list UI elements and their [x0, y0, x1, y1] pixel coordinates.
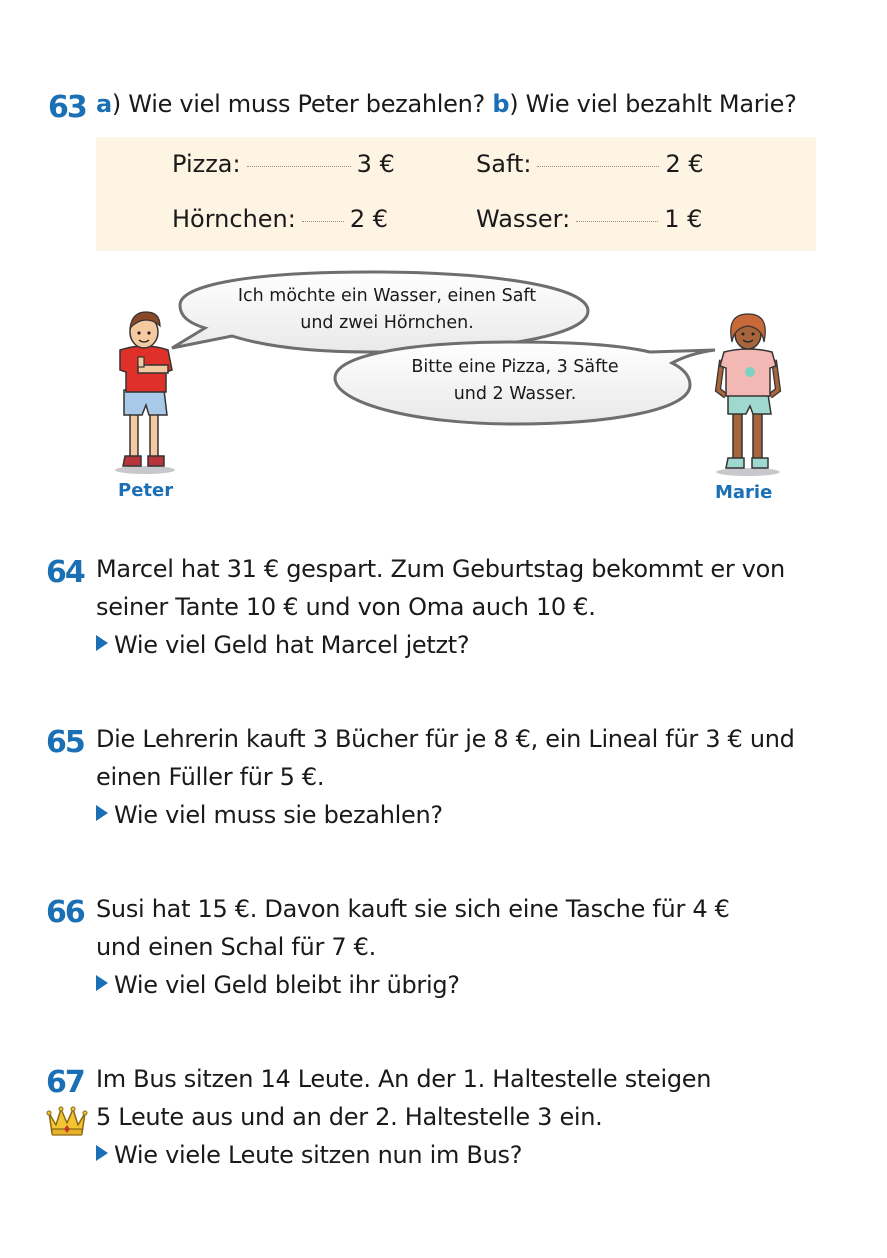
triangle-bullet-icon	[96, 1145, 108, 1161]
question-text: Wie viel muss sie bezahlen?	[114, 801, 443, 829]
task-66-line-2: und einen Schal für 7 €.	[96, 933, 376, 961]
price-value: 2 €	[349, 205, 389, 233]
task-67-line-2: 5 Leute aus und an der 2. Haltestelle 3 ein.	[96, 1103, 603, 1131]
task-64-line-1: Marcel hat 31 € gespart. Zum Geburtstag bekommt er von	[96, 555, 785, 583]
price-item: Saft:	[476, 150, 532, 178]
peter-illustration	[108, 310, 183, 475]
task-64-question	[96, 627, 469, 664]
bubble-line: Ich möchte ein Wasser, einen Saft	[237, 286, 537, 306]
part-a-label: a	[96, 90, 112, 118]
price-item: Wasser:	[476, 205, 571, 233]
triangle-bullet-icon	[96, 805, 108, 821]
character-name-marie: Marie	[715, 482, 773, 503]
price-value: 3 €	[356, 150, 395, 178]
task-65-line-2: einen Füller für 5 €.	[96, 763, 325, 791]
speech-bubble-peter-text	[222, 283, 552, 337]
price-value: 2 €	[665, 150, 704, 178]
question-text: Wie viele Leute sitzen nun im Bus?	[114, 1141, 523, 1169]
part-b-text: ) Wie viel bezahlt Marie?	[509, 90, 797, 118]
task-number: 67	[46, 1065, 84, 1100]
task-67-line-1: Im Bus sitzen 14 Leute. An der 1. Haltestelle steigen	[96, 1065, 712, 1093]
bubble-line: und 2 Wasser.	[453, 384, 577, 404]
task-number: 63	[48, 90, 86, 125]
task-number: 65	[46, 725, 84, 760]
task-66-question	[96, 967, 460, 1004]
marie-illustration	[708, 312, 788, 477]
price-item: Hörnchen:	[172, 205, 296, 233]
part-a-text: ) Wie viel muss Peter bezahlen?	[111, 90, 493, 118]
task-number: 64	[46, 555, 84, 590]
character-name-peter: Peter	[118, 480, 174, 501]
task-number: 66	[46, 895, 84, 930]
speech-bubble-marie-text	[385, 354, 645, 408]
question-text: Wie viel Geld bleibt ihr übrig?	[114, 971, 460, 999]
bubble-line: und zwei Hörnchen.	[300, 313, 474, 333]
task-65-line-1: Die Lehrerin kauft 3 Bücher für je 8 €, ein Lineal für 3 € und	[96, 725, 795, 753]
price-item: Pizza:	[172, 150, 241, 178]
price-value: 1 €	[664, 205, 703, 233]
triangle-bullet-icon	[96, 975, 108, 991]
task-64-line-2: seiner Tante 10 € und von Oma auch 10 €.	[96, 593, 596, 621]
task-65-question	[96, 797, 443, 834]
bubble-line: Bitte eine Pizza, 3 Säfte	[411, 357, 619, 377]
task-66-line-1: Susi hat 15 €. Davon kauft sie sich eine Tasche für 4 €	[96, 895, 730, 923]
crown-icon	[46, 1103, 88, 1137]
task-67-question	[96, 1137, 522, 1174]
part-b-label: b	[492, 90, 510, 118]
question-text: Wie viel Geld hat Marcel jetzt?	[114, 631, 470, 659]
triangle-bullet-icon	[96, 635, 108, 651]
